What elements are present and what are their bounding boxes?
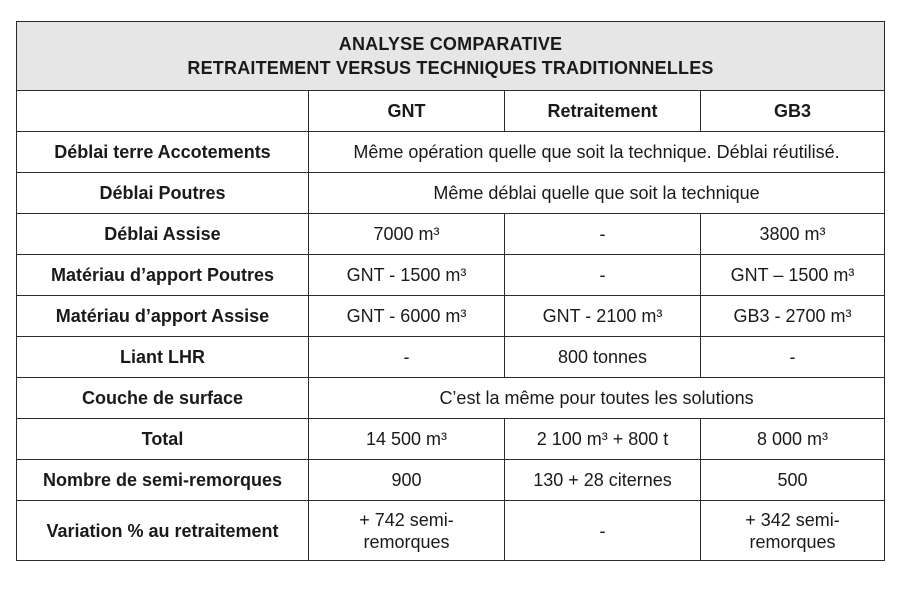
cell-retraitement: 130 + 28 citernes	[505, 460, 701, 501]
header-empty	[17, 91, 309, 132]
table-row	[17, 173, 885, 214]
row-label: Déblai Assise	[17, 214, 309, 255]
cell-retraitement: 2 100 m³ + 800 t	[505, 419, 701, 460]
cell-retraitement: GNT - 2100 m³	[505, 296, 701, 337]
cell-gnt: -	[309, 337, 505, 378]
header-retraitement: Retraitement	[505, 91, 701, 132]
merged-cell: Même opération quelle que soit la technique. Déblai réutilisé.	[309, 132, 885, 173]
cell-gb3: 8 000 m³	[701, 419, 885, 460]
table-row	[17, 460, 885, 501]
cell-gnt: 900	[309, 460, 505, 501]
row-label: Nombre de semi-remorques	[17, 460, 309, 501]
table-row	[17, 132, 885, 173]
comparison-table	[16, 21, 885, 561]
table-row	[17, 378, 885, 419]
cell-line: + 742 semi-	[359, 509, 454, 530]
table-row	[17, 501, 885, 561]
merged-cell: Même déblai quelle que soit la technique	[309, 173, 885, 214]
table-row	[17, 214, 885, 255]
title-line-2: RETRAITEMENT VERSUS TECHNIQUES TRADITIONNELLES	[187, 58, 714, 78]
cell-line: remorques	[749, 531, 836, 552]
merged-cell: C’est la même pour toutes les solutions	[309, 378, 885, 419]
cell-gnt: 14 500 m³	[309, 419, 505, 460]
row-label: Matériau d’apport Poutres	[17, 255, 309, 296]
cell-gb3: 500	[701, 460, 885, 501]
table-row	[17, 296, 885, 337]
title-row	[17, 22, 885, 91]
cell-retraitement: 800 tonnes	[505, 337, 701, 378]
cell-line: + 342 semi-	[745, 509, 840, 530]
cell-gb3	[701, 501, 885, 561]
cell-gb3: GNT – 1500 m³	[701, 255, 885, 296]
title-line-1: ANALYSE COMPARATIVE	[338, 34, 563, 54]
row-label: Déblai terre Accotements	[17, 132, 309, 173]
cell-gb3: GB3 - 2700 m³	[701, 296, 885, 337]
cell-gnt: GNT - 1500 m³	[309, 255, 505, 296]
row-label: Total	[17, 419, 309, 460]
cell-gnt: 7000 m³	[309, 214, 505, 255]
cell-retraitement: -	[505, 255, 701, 296]
header-gb3: GB3	[701, 91, 885, 132]
row-label: Déblai Poutres	[17, 173, 309, 214]
row-label: Variation % au retraitement	[17, 501, 309, 561]
table-row	[17, 419, 885, 460]
table-row	[17, 337, 885, 378]
table-title	[17, 22, 885, 91]
row-label: Liant LHR	[17, 337, 309, 378]
row-label: Couche de surface	[17, 378, 309, 419]
table-row	[17, 255, 885, 296]
row-label: Matériau d’apport Assise	[17, 296, 309, 337]
cell-gnt: GNT - 6000 m³	[309, 296, 505, 337]
header-gnt: GNT	[309, 91, 505, 132]
cell-gb3: -	[701, 337, 885, 378]
header-row	[17, 91, 885, 132]
cell-line: remorques	[363, 531, 450, 552]
cell-gb3: 3800 m³	[701, 214, 885, 255]
cell-retraitement: -	[505, 214, 701, 255]
cell-gnt	[309, 501, 505, 561]
cell-retraitement: -	[505, 501, 701, 561]
